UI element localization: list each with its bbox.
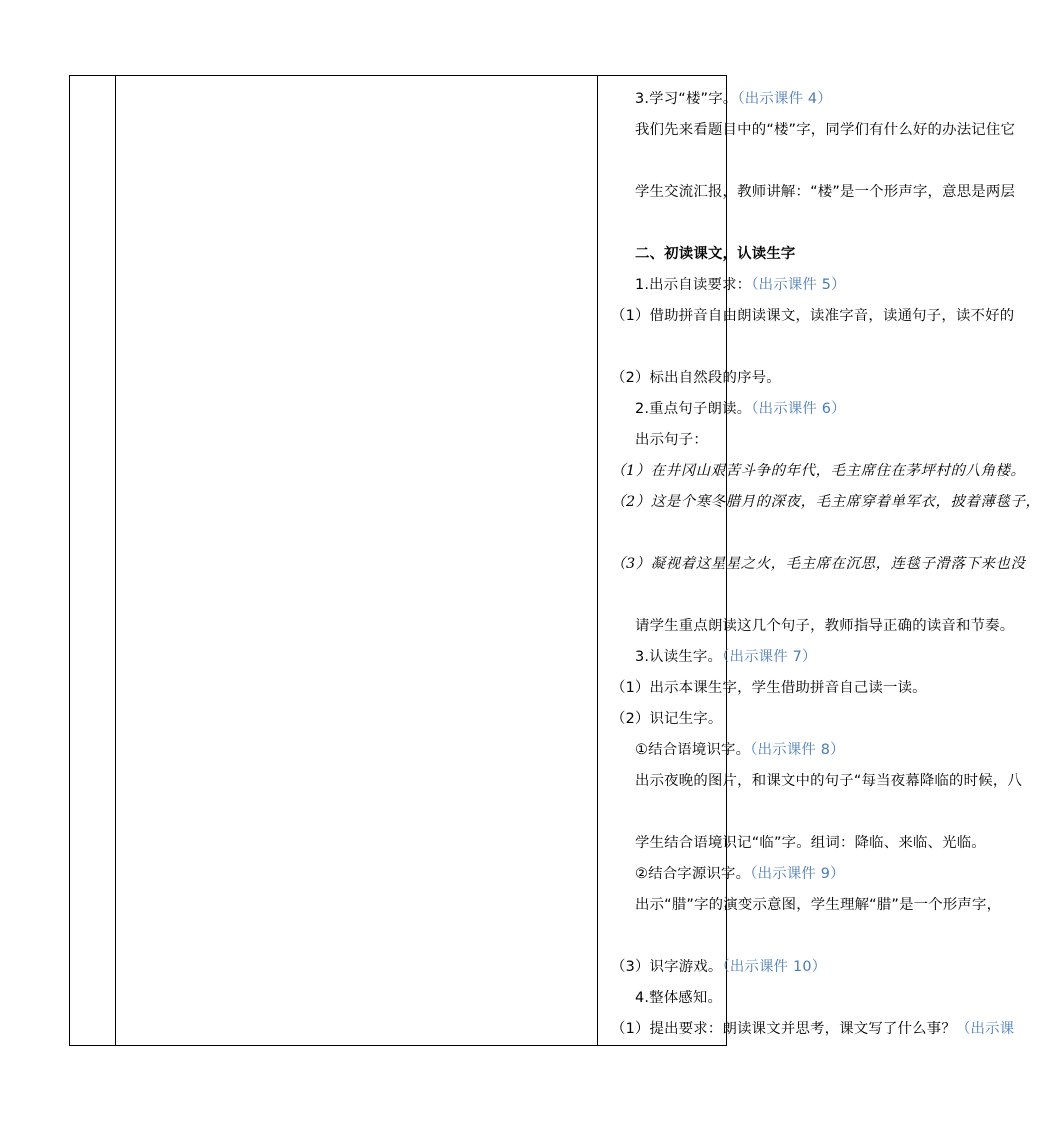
line-text: 二、初读课文，认读生字: [635, 246, 796, 262]
line-text: 请学生重点朗读这几个句子，教师指导正确的读音和节奏。: [635, 618, 1015, 634]
line-text: （2）这是个寒冬腊月的深夜，毛主席穿着单军衣，披着薄毯子，: [611, 494, 1041, 510]
line-text: 我们先来看题目中的“楼”字，同学们有什么好的办法记住它: [635, 122, 1016, 138]
courseware-reference: （出示课件 10）: [722, 959, 827, 975]
courseware-reference: （出示课: [955, 1021, 1015, 1037]
line-text: （1）出示本课生字，学生借助拼音自己读一读。: [611, 680, 927, 696]
line-text: （1）在井冈山艰苦斗争的年代，毛主席住在茅坪村的八角楼。: [611, 463, 1026, 479]
line-text: （3）凝视着这星星之火，毛主席在沉思，连毯子滑落下来也没: [611, 556, 1026, 572]
line-text: ②结合字源识字。: [635, 866, 751, 882]
courseware-reference: （出示课件 9）: [750, 866, 845, 882]
line-text: 学生结合语境识记“临”字。组词：降临、来临、光临。: [635, 835, 986, 851]
line-text: ①结合语境识字。: [635, 742, 751, 758]
line-text: 出示“腊”字的演变示意图，学生理解“腊”是一个形声字，: [635, 897, 1002, 913]
line-text: 出示夜晚的图片，和课文中的句子“每当夜幕降临的时候，八: [635, 773, 1023, 789]
line-text: （1）借助拼音自由朗读课文，读准字音，读通句子，读不好的: [611, 308, 1015, 324]
courseware-reference: （出示课件 8）: [750, 742, 845, 758]
lesson-plan-table: [69, 75, 1041, 1046]
line-text: 2.重点句子朗读。: [635, 401, 752, 417]
line-text: 3.学习“楼”字。: [635, 91, 738, 107]
left-blank-cell: [70, 76, 116, 1046]
line-text: （2）识记生字。: [611, 711, 723, 727]
line-text: 4.整体感知。: [635, 990, 723, 1006]
line-text: 1.出示自读要求：: [635, 277, 752, 293]
line-text: 学生交流汇报，教师讲解：“楼”是一个形声字，意思是两层: [635, 184, 1016, 200]
courseware-reference: （出示课件 7）: [722, 649, 817, 665]
line-text: （1）提出要求：朗读课文并思考，课文写了什么事？: [611, 1021, 956, 1037]
courseware-reference: （出示课件 5）: [751, 277, 846, 293]
courseware-reference: （出示课件 4）: [737, 91, 832, 107]
line-text: 出示句子：: [635, 432, 708, 448]
table-row: [70, 76, 727, 1046]
courseware-reference: （出示课件 6）: [751, 401, 846, 417]
line-text: 3.认读生字。: [635, 649, 723, 665]
line-text: （3）识字游戏。: [611, 959, 723, 975]
line-text: （2）标出自然段的序号。: [611, 370, 781, 386]
narrow-blank-cell: [116, 76, 598, 1046]
